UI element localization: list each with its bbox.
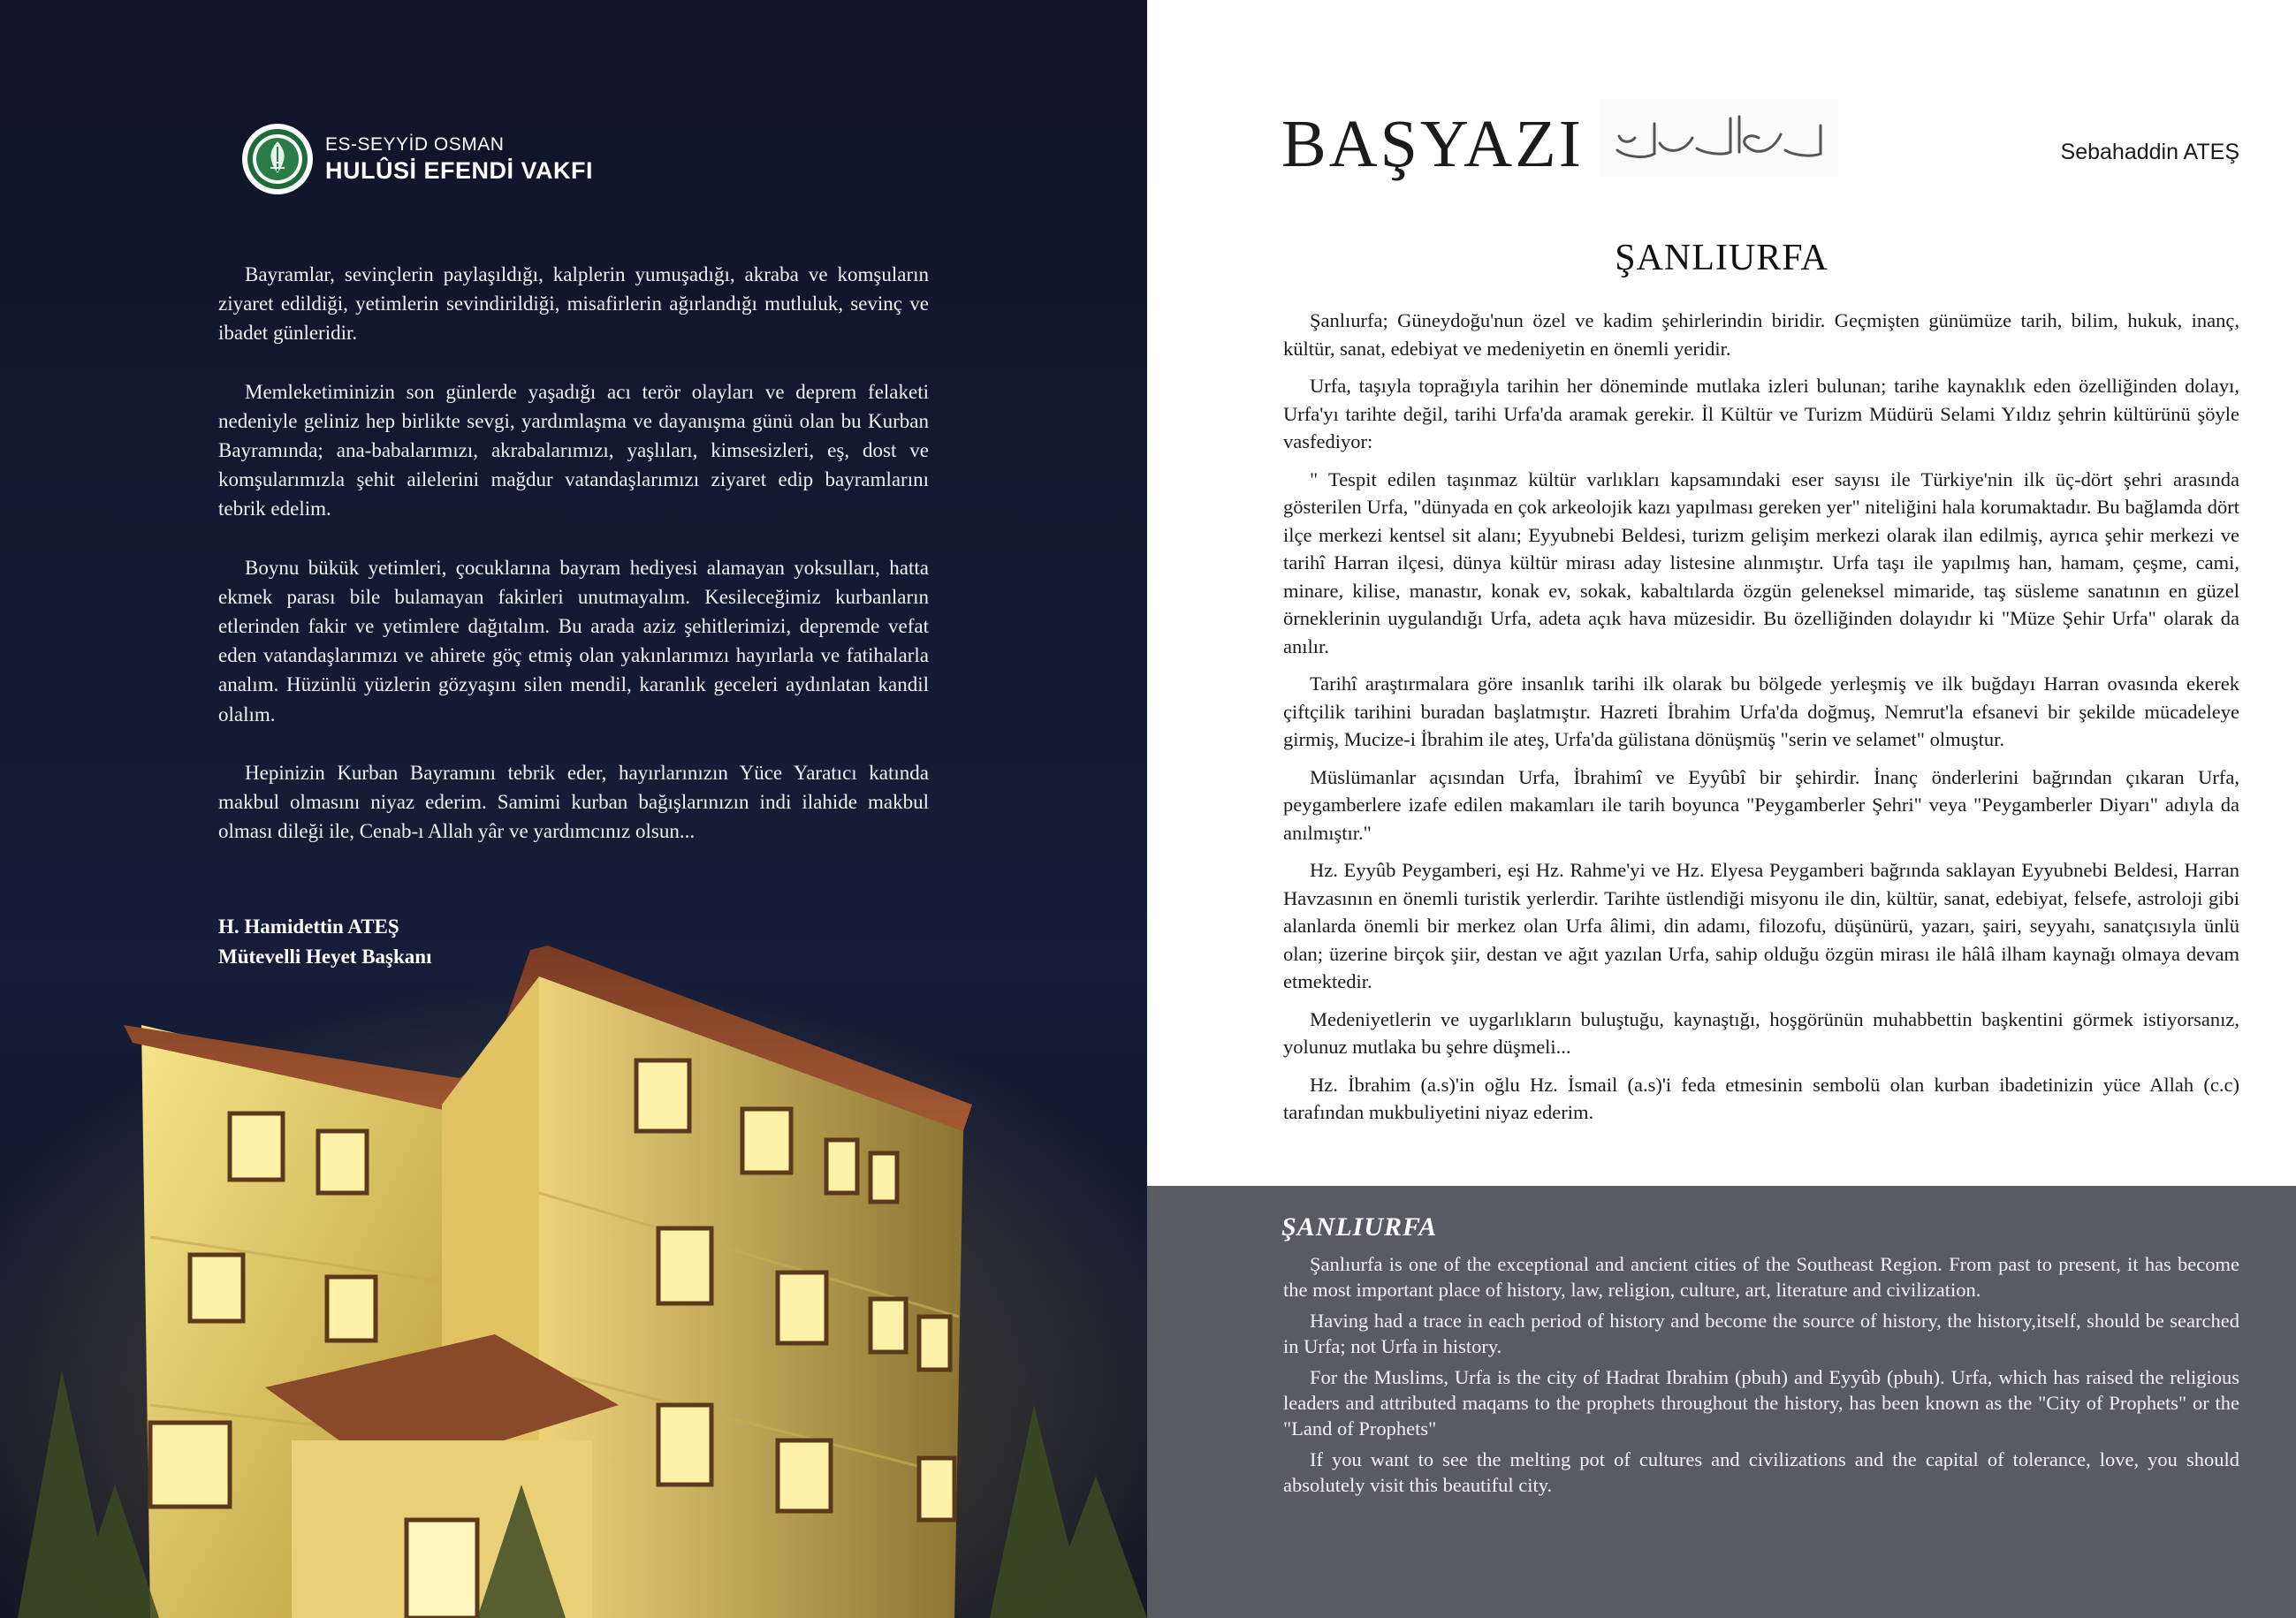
- foreword-paragraph: Hepinizin Kurban Bayramını tebrik eder, hayırlarınızın Yüce Yaratıcı katında makbul olmasını niyaz ederim. Samimi kurban bağışlarınızın indi ilahide makbul olması dileği ile, Cenab-ı Allah yâr ve yardımcınız olsun...: [218, 761, 929, 843]
- english-paragraph: Having had a trace in each period of history and become the source of history, the history,itself, should be searched in Urfa; not Urfa in history.: [1283, 1310, 2239, 1357]
- foreword-paragraph: Boynu bükük yetimleri, çocuklarına bayram hediyesi alamayan yoksulları, hatta ekmek parası bile bulamayan fakirleri unutmayalım. Kesileceğimiz kurbanların etlerinden fakir ve yetimlere dağıtalım. Bu arada aziz şehitlerimizi, depremde vefat eden vatandaşlarımızı ve ahirete göç etmiş olan yakınlarımızı hayırlarla ve fatihalarla analım. Hüzünlü yüzlerin gözyaşını silen mendil, karanlık geceleri aydınlatan kandil olalım.: [218, 556, 929, 725]
- illuminated-building-photo: [0, 910, 1147, 1618]
- article-paragraph: Urfa, taşıyla toprağıyla tarihin her döneminde mutlaka izleri bulunan; tarihe kaynaklık eden özelliğinden dolayı, Urfa'yı tarihte değil, tarihi Urfa'da aramak gerekir. İl Kültür ve Turizm Müdürü Selami Yıldız şehrin kültürünü şöyle vasfediyor:: [1283, 375, 2239, 452]
- foundation-logo: [242, 124, 593, 194]
- section-header: BAŞYAZI: [1281, 107, 1584, 181]
- article-body: [1283, 307, 2239, 1136]
- foundation-emblem-icon: [242, 124, 313, 194]
- english-summary-box: [1147, 1186, 2296, 1618]
- left-page: [0, 0, 1147, 1618]
- basmala-calligraphy-icon: [1600, 99, 1838, 177]
- foreword-paragraph: Bayramlar, sevinçlerin paylaşıldığı, kalplerin yumuşadığı, akraba ve komşuların ziyaret edildiği, yetimlerin sevindirildiği, misafirlerin ağırlandığı mutluluk, sevinç ve ibadet günleridir.: [218, 263, 929, 345]
- logo-line1: ES-SEYYİD OSMAN: [325, 134, 505, 155]
- english-summary-body: [1283, 1251, 2239, 1503]
- foreword-paragraph: Memleketiminizin son günlerde yaşadığı acı terör olayları ve deprem felaketi nedeniyle geliniz hep birlikte sevgi, yardımlaşma ve dayanışma günü olan bu Kurban Bayramında; ana-babalarımızı, akrabalarımızı, yaşlıları, kimsesizleri, eş, dost ve komşularımızla şehit ailelerini mağdur vatandaşlarımızı ziyaret edip bayramlarını tebrik edelim.: [218, 380, 929, 520]
- article-paragraph: " Tespit edilen taşınmaz kültür varlıkları kapsamındaki eser sayısı ile Türkiye'nin ilk üç-dört şehri arasında gösterilen Urfa, "dünyada en çok arkeolojik kazı yapılması gereken yer" niteliğini hala korumaktadır. Bu bağlamda dört ilçe merkezi kentsel sit alanı; Eyyubnebi Beldesi, turizm gelişim merkezi olarak ilan edilmiş, ayrıca şehir merkezi ve tarihî Harran ilçesi, dünya kültür mirası aday listesine alınmıştır. Urfa taşı ile yapılmış han, hamam, çeşme, cami, minare, kilise, manastır, konak ev, sokak, kabaltılarda özgün geleneksel mimaride, taş süsleme sanatının en güzel örneklerinin uygulandığı Urfa, adeta açık hava müzesidir. Bu özelliğinden dolayıdır ki "Müze Şehir Urfa" olarak da anılır.: [1283, 467, 2239, 657]
- article-paragraph: Tarihî araştırmalara göre insanlık tarihi ilk olarak bu bölgede yerleşmiş ve ilk buğdayı Harran ovasında ekerek çiftçilik tarihini buradan başlatmıştır. Hazreti İbrahim Urfa'da doğmuş, Nemrut'la efsanevi bir şekilde mücadeleye girmiş, Mucize-i İbrahim ile ateş, Urfa'da gülistana dönüşmüş "serin ve selamet" olmuştur.: [1283, 672, 2239, 750]
- foreword-text: [218, 260, 929, 875]
- english-paragraph: If you want to see the melting pot of cultures and civilizations and the capital of tolerance, love, you should absolutely visit this beautiful city.: [1283, 1448, 2239, 1496]
- english-summary-title: ŞANLIURFA: [1281, 1212, 1438, 1242]
- english-paragraph: Şanlıurfa is one of the exceptional and ancient cities of the Southeast Region. From past to present, it has become the most important place of history, law, religion, culture, art, literature and civilization.: [1283, 1253, 2239, 1301]
- article-title: ŞANLIURFA: [1615, 238, 1828, 278]
- right-page: [1147, 0, 2296, 1618]
- article-paragraph: Şanlıurfa; Güneydoğu'nun özel ve kadim şehirlerindin biridir. Geçmişten günümüze tarih, bilim, hukuk, inanç, kültür, sanat, edebiyat ve medeniyetin en önemli yeridir.: [1283, 309, 2239, 360]
- author-name: Sebahaddin ATEŞ: [2060, 140, 2239, 164]
- article-paragraph: Medeniyetlerin ve uygarlıkların buluştuğu, kaynaştığı, hoşgörünün muhabbettin başkentini görmek istiyorsanız, yolunuz mutlaka bu şehre düşmeli...: [1283, 1007, 2239, 1058]
- article-paragraph: Müslümanlar açısından Urfa, İbrahimî ve Eyyûbî bir şehirdir. İnanç önderlerini bağrından çıkaran Urfa, peygamberlere izafe edilen makamları ile tarih boyunca "Peygamberler Şehri" veya "Peygamberler Diyarı" adıyla da anılmıştır.": [1283, 765, 2239, 844]
- article-paragraph: Hz. İbrahim (a.s)'in oğlu Hz. İsmail (a.s)'i feda etmesinin sembolü olan kurban ibadetinizin yüce Allah (c.c) tarafından mukbuliyetini niyaz ederim.: [1283, 1073, 2239, 1123]
- english-paragraph: For the Muslims, Urfa is the city of Hadrat Ibrahim (pbuh) and Eyyûb (pbuh). Urfa, which has raised the religious leaders and attributed maqams to the prophets throughout the history, has been known as the "City of Prophets" or the "Land of Prophets": [1283, 1366, 2239, 1439]
- logo-line2: HULÛSİ EFENDİ VAKFI: [325, 157, 594, 184]
- article-paragraph: Hz. Eyyûb Peygamberi, eşi Hz. Rahme'yi ve Hz. Elyesa Peygamberi bağrında saklayan Eyyubnebi Beldesi, Harran Havzasının en önemli turistik yerlerdir. Tarihte üstlendiği misyonu ile din, kültür, sanat, edebiyat, felsefe, astroloji gibi alanlarda önemli bir merkez olan Urfa âlimi, din adamı, filozofu, düşünürü, yazarı, şairi, seyyahı, sanatçısıyla ünlü olan; üzerine birçok şiir, destan ve ağıt yazılan Urfa, sahip olduğu özgün mirası ile hâlâ ilham kaynağı olmaya devam etmektedir.: [1283, 859, 2239, 992]
